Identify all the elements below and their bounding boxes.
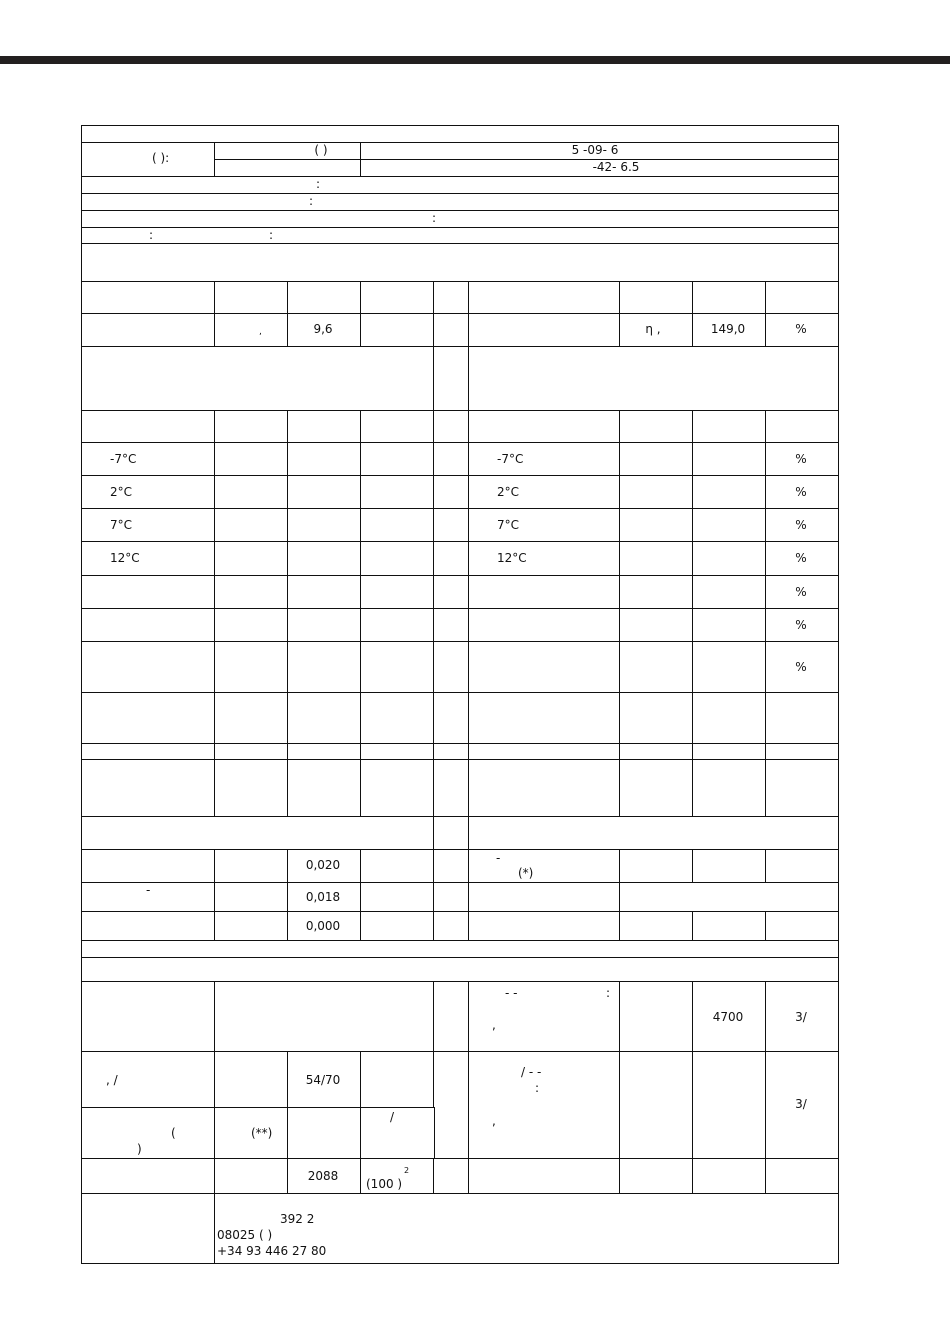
auxiliary-row-cell [468, 882, 621, 913]
temperature-row-cell [468, 508, 621, 543]
sound-blank-cell [214, 1051, 289, 1109]
capacity-control-value-cell [214, 981, 435, 1053]
capacity-control-label-cell [81, 981, 216, 1053]
cycling-row-cell [692, 759, 767, 818]
water-flow-colon: : [535, 1081, 540, 1095]
limit-row-cell [468, 575, 621, 610]
emissions-label-cell [81, 1107, 216, 1160]
thin-row-cell [433, 743, 470, 761]
limit-row-cell [468, 608, 621, 643]
auxiliary-row-cell [765, 911, 839, 942]
auxiliary-header-left [81, 816, 435, 851]
rated-comma: , [259, 327, 262, 337]
model-code-indoor: 5 -09- 6 [571, 143, 619, 157]
model-label-cell [81, 142, 216, 178]
column-header-row-2-cell [287, 410, 362, 444]
auxiliary-row-cell [81, 849, 216, 884]
percent-unit: % [795, 617, 807, 632]
operating-limit-row-cell [214, 692, 289, 745]
cycling-row-cell [287, 759, 362, 818]
temperature-row-cell [287, 508, 362, 543]
operating-limit-row-cell [468, 692, 621, 745]
auxiliary-merged-cell [619, 882, 839, 913]
operating-limit-row-cell [619, 692, 694, 745]
limit-row-cell [692, 575, 767, 610]
auxiliary-row-cell [214, 911, 289, 942]
column-header-row-cell [433, 281, 470, 315]
temperature-row-cell [214, 508, 289, 543]
info-colon: : [432, 211, 437, 225]
column-header-row-2-cell [765, 410, 839, 444]
title-row [81, 125, 839, 144]
gwp-value: 2088 [307, 1169, 339, 1183]
column-header-row-2-cell [433, 410, 470, 444]
limit-row-cell [692, 641, 767, 694]
thin-row-cell [619, 743, 694, 761]
auxiliary-value: 0,018 [305, 890, 341, 904]
temperature-row-cell [692, 541, 767, 577]
other-items-row [81, 940, 839, 959]
temperature-label-capacity: 7°C [110, 517, 133, 532]
temperature-row-cell [214, 475, 289, 510]
water-flow-label-cell [468, 1051, 621, 1160]
column-header-row-cell [287, 281, 362, 315]
auxiliary-row-cell [468, 911, 621, 942]
limit-row-cell [468, 641, 621, 694]
section-header-row [81, 243, 839, 283]
cycling-row-cell [765, 759, 839, 818]
water-flow-unit: 3/ [795, 1097, 807, 1111]
rated-capacity-row-cell [214, 313, 289, 348]
info-colon: : [269, 228, 274, 242]
limit-row-cell [214, 641, 289, 694]
temperature-label-cop: 7°C [497, 517, 520, 532]
temperature-row-cell [692, 508, 767, 543]
sound-label-cell [81, 1051, 216, 1109]
water-flow-blank-cell [619, 1051, 694, 1160]
temperature-row-cell [360, 508, 435, 543]
auxiliary-row-cell [692, 911, 767, 942]
gwp-superscript: 2 [404, 1166, 410, 1175]
cycling-row-cell [433, 759, 470, 818]
temperature-row-cell [433, 541, 470, 577]
operating-limit-row-cell [287, 692, 362, 745]
column-header-row-2-cell [360, 410, 435, 444]
operating-limit-row-cell [360, 692, 435, 745]
auxiliary-row-cell [360, 911, 435, 942]
auxiliary-row-cell [433, 849, 470, 884]
temperature-row-cell [619, 475, 694, 510]
contact-address-line-1: 392 2 [280, 1212, 315, 1226]
column-header-row-cell [765, 281, 839, 315]
water-flow-value-cell [692, 1051, 767, 1160]
limit-row-cell [433, 641, 470, 694]
other-items-row [81, 957, 839, 983]
auxiliary-row-cell [214, 849, 289, 884]
cycling-row-cell [619, 759, 694, 818]
rated-capacity-value: 9,6 [313, 322, 333, 336]
gap-cell [433, 1051, 470, 1160]
contact-label-cell [81, 1193, 216, 1264]
model-col-a-cell [214, 142, 362, 161]
temperature-row-cell [433, 442, 470, 477]
temperature-row-cell [81, 508, 216, 543]
thin-row-cell [468, 743, 621, 761]
limit-row-cell [287, 641, 362, 694]
contact-address-line-2: 08025 ( ) [217, 1228, 273, 1242]
gap-cell [433, 981, 470, 1053]
percent-unit: % [795, 584, 807, 599]
temperature-row-cell [433, 508, 470, 543]
sound-unit-cell [360, 1051, 435, 1109]
airflow-blank-cell [619, 981, 694, 1053]
temperature-row-cell [360, 442, 435, 477]
column-header-row-cell [468, 281, 621, 315]
limit-row-cell [433, 575, 470, 610]
emissions-paren-close: ) [137, 1142, 142, 1156]
temperature-row-cell [287, 541, 362, 577]
auxiliary-row-cell [692, 849, 767, 884]
limit-row-cell [214, 608, 289, 643]
percent-unit: % [795, 551, 807, 565]
limit-row-cell [433, 608, 470, 643]
auxiliary-row-cell [214, 882, 289, 913]
limit-row-cell [81, 641, 216, 694]
cycling-row-cell [360, 759, 435, 818]
percent-unit: % [795, 484, 807, 499]
cycling-row-cell [81, 759, 216, 818]
temperature-label-capacity: 12°C [110, 551, 140, 565]
emissions-paren-open: ( [171, 1126, 176, 1140]
thin-row-cell [692, 743, 767, 761]
limit-row-cell [287, 608, 362, 643]
temperature-row-cell [81, 541, 216, 577]
info-row [81, 193, 839, 212]
seasonal-efficiency-value: 149,0 [710, 322, 746, 336]
gwp-unit: (100 ) [366, 1177, 403, 1191]
operating-limit-row-cell [81, 692, 216, 745]
thin-row-cell [287, 743, 362, 761]
rated-capacity-row-cell [81, 313, 216, 348]
temperature-label-capacity: 2°C [110, 484, 133, 499]
operating-limit-row-cell [765, 692, 839, 745]
gwp-row-cell [214, 1158, 289, 1195]
auxiliary-value: 0,020 [305, 858, 341, 872]
airflow-label-dashes: - - [505, 986, 518, 1000]
auxiliary-row-cell [765, 849, 839, 884]
temperature-row-cell [468, 475, 621, 510]
operating-limit-row-cell [692, 692, 767, 745]
temperature-row-cell [214, 541, 289, 577]
airflow-label-comma: , [492, 1018, 496, 1032]
auxiliary-row-cell [360, 849, 435, 884]
auxiliary-note: (*) [518, 866, 534, 880]
limit-row-cell [81, 608, 216, 643]
thin-row-cell [81, 743, 216, 761]
column-header-row-cell [692, 281, 767, 315]
temperature-row-cell [468, 442, 621, 477]
thin-row-cell [360, 743, 435, 761]
temperature-row-cell [619, 541, 694, 577]
limit-row-cell [360, 575, 435, 610]
column-header-row-2-cell [619, 410, 694, 444]
temperature-row-cell [619, 442, 694, 477]
gwp-row-cell [619, 1158, 694, 1195]
auxiliary-row-cell [433, 911, 470, 942]
info-colon: : [316, 177, 321, 191]
column-header-row-cell [81, 281, 216, 315]
info-row [81, 176, 839, 195]
info-colon: : [309, 194, 314, 208]
auxiliary-row-cell [433, 882, 470, 913]
airflow-label-colon: : [606, 986, 611, 1000]
temperature-label-capacity: -7°C [110, 451, 137, 466]
rated-capacity-row-cell [433, 313, 470, 348]
temperature-row-cell [468, 541, 621, 577]
model-col-a2-cell [214, 159, 362, 178]
auxiliary-value: 0,000 [305, 919, 341, 933]
auxiliary-row-cell [619, 849, 694, 884]
auxiliary-header-right [468, 816, 839, 851]
rated-capacity-row-cell [468, 313, 621, 348]
limit-row-cell [287, 575, 362, 610]
auxiliary-row-cell [468, 849, 621, 884]
temperature-row-cell [287, 442, 362, 477]
description-gap-cell [433, 346, 470, 412]
seasonal-efficiency-unit: % [795, 322, 807, 336]
operating-limit-row-cell [433, 692, 470, 745]
column-header-row-2-cell [692, 410, 767, 444]
auxiliary-dash: - [496, 851, 501, 865]
column-header-row-2-cell [468, 410, 621, 444]
temperature-row-cell [433, 475, 470, 510]
airflow-value: 4700 [712, 1010, 744, 1024]
sound-power-value: 54/70 [305, 1073, 341, 1087]
emissions-value-cell [287, 1107, 362, 1160]
thin-row-cell [765, 743, 839, 761]
water-flow-label: / - - [521, 1065, 542, 1079]
limit-row-cell [81, 575, 216, 610]
auxiliary-row-cell [360, 882, 435, 913]
temperature-row-cell [287, 475, 362, 510]
info-row [81, 210, 839, 229]
gwp-row-cell [765, 1158, 839, 1195]
temperature-row-cell [619, 508, 694, 543]
limit-row-cell [360, 608, 435, 643]
auxiliary-row-cell [619, 911, 694, 942]
info-colon: : [149, 228, 154, 242]
temperature-row-cell [360, 475, 435, 510]
auxiliary-header-gap [433, 816, 470, 851]
thin-row-cell [214, 743, 289, 761]
limit-row-cell [619, 641, 694, 694]
contact-phone: +34 93 446 27 80 [217, 1244, 327, 1258]
temperature-row-cell [692, 442, 767, 477]
limit-row-cell [619, 575, 694, 610]
gwp-row-cell [433, 1158, 470, 1195]
model-code-outdoor: -42- 6.5 [592, 160, 640, 174]
emissions-unit-cell [360, 1107, 435, 1160]
airflow-label-cell [468, 981, 621, 1053]
airflow-unit: 3/ [795, 1010, 807, 1024]
temperature-row-cell [81, 475, 216, 510]
temperature-row-cell [692, 475, 767, 510]
description-left-cell [81, 346, 435, 412]
column-header-row-cell [619, 281, 694, 315]
column-header-row-2-cell [214, 410, 289, 444]
column-header-row-cell [214, 281, 289, 315]
temperature-row-cell [81, 442, 216, 477]
limit-row-cell [360, 641, 435, 694]
temperature-label-cop: -7°C [497, 451, 524, 466]
temperature-row-cell [214, 442, 289, 477]
water-flow-comma: , [492, 1114, 496, 1128]
sound-label: , / [106, 1073, 118, 1087]
percent-unit: % [795, 659, 807, 674]
gwp-row-cell [468, 1158, 621, 1195]
emissions-slash: / [390, 1110, 395, 1124]
auxiliary-dash: - [146, 883, 151, 897]
gwp-row-cell [692, 1158, 767, 1195]
temperature-row-cell [360, 541, 435, 577]
column-header-row-cell [360, 281, 435, 315]
percent-unit: % [795, 517, 807, 532]
model-label: ( ): [152, 151, 170, 165]
temperature-label-cop: 12°C [497, 551, 527, 565]
temperature-label-cop: 2°C [497, 484, 520, 499]
auxiliary-row-cell [81, 911, 216, 942]
limit-row-cell [619, 608, 694, 643]
emissions-note: (**) [251, 1126, 273, 1140]
description-right-cell [468, 346, 839, 412]
cycling-row-cell [468, 759, 621, 818]
column-header-row-2-cell [81, 410, 216, 444]
rated-capacity-row-cell [360, 313, 435, 348]
gwp-row-cell [81, 1158, 216, 1195]
model-column-label: ( ) [314, 143, 328, 157]
cycling-row-cell [214, 759, 289, 818]
percent-unit: % [795, 451, 807, 466]
info-row [81, 227, 839, 245]
seasonal-efficiency-label: η , [645, 322, 661, 336]
limit-row-cell [692, 608, 767, 643]
limit-row-cell [214, 575, 289, 610]
